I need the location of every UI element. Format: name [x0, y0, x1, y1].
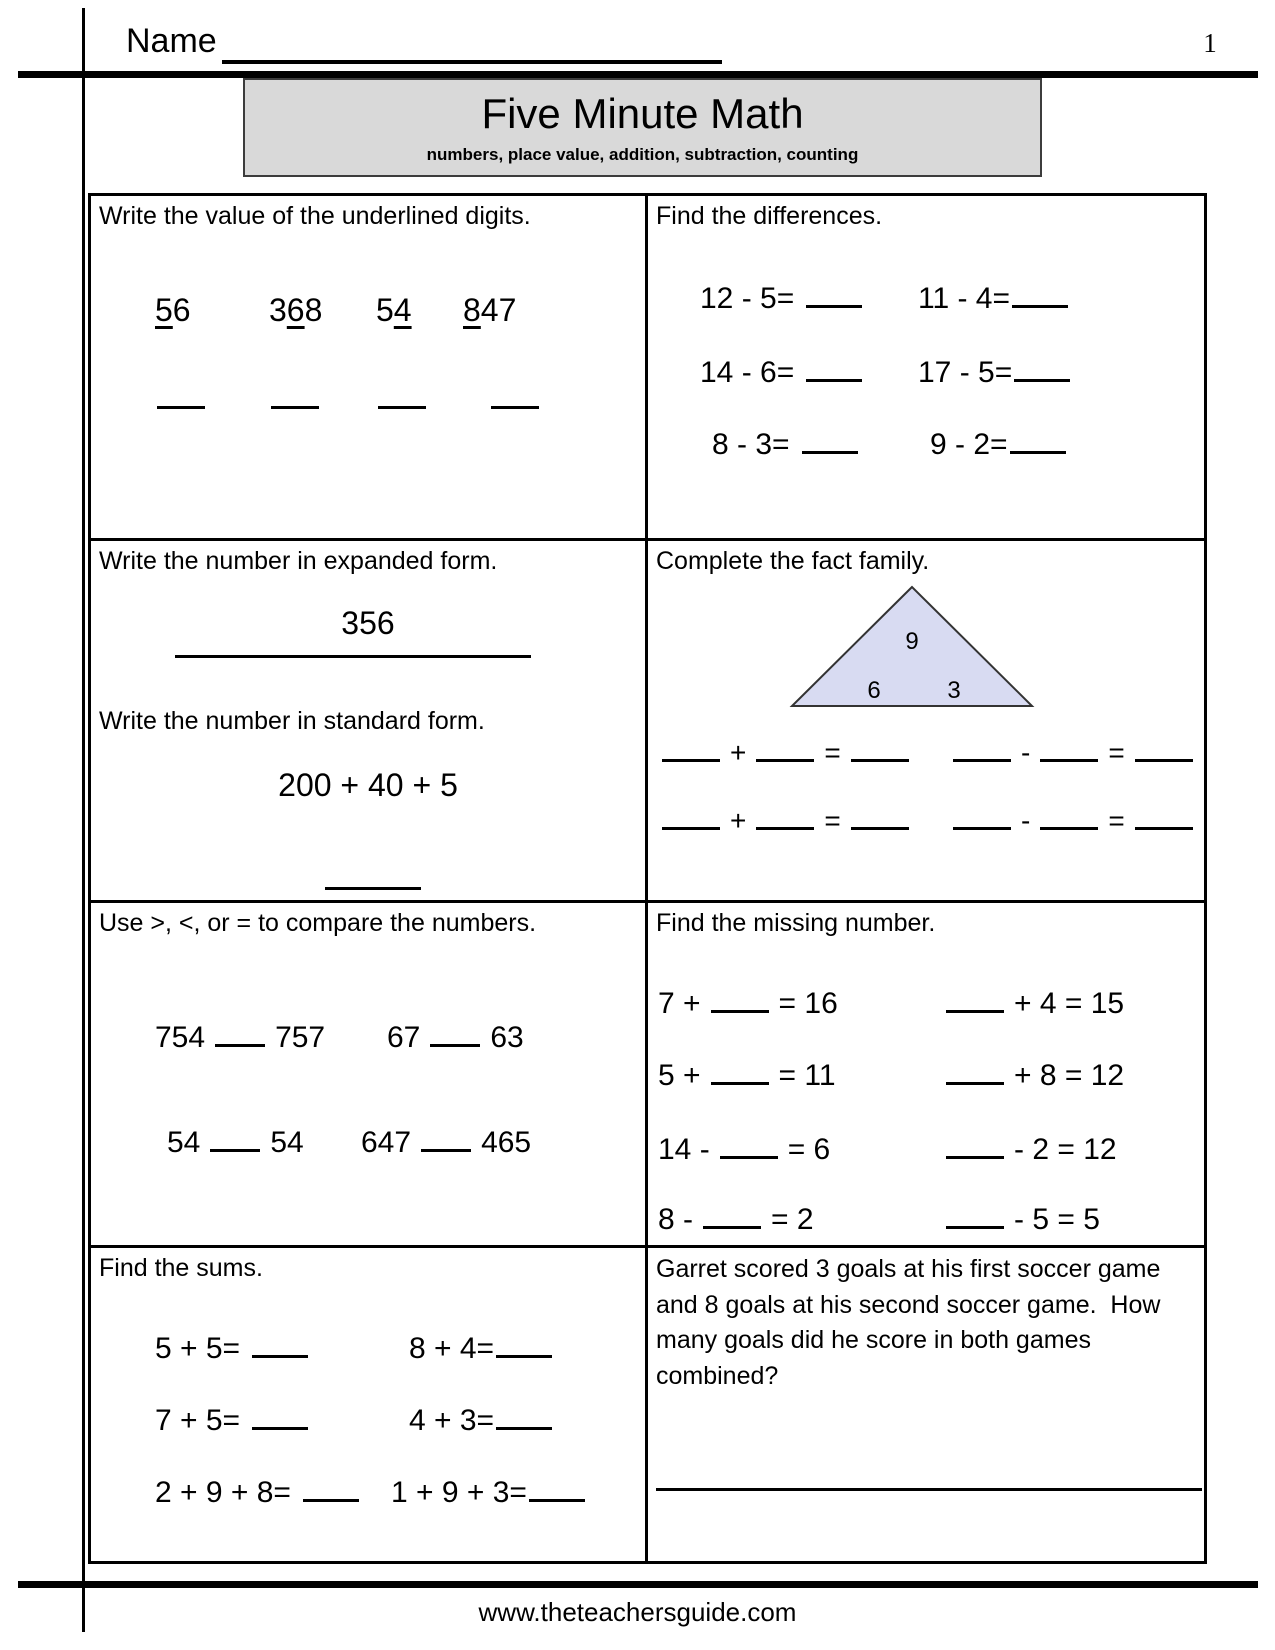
worksheet-subtitle: numbers, place value, addition, subtraction, counting: [426, 145, 859, 164]
triangle-left-number: 6: [867, 677, 881, 704]
page-number: 1: [1203, 28, 1217, 58]
answer-blank[interactable]: [215, 1040, 265, 1047]
number-56: 56: [155, 292, 191, 328]
number-356: 356: [341, 605, 395, 641]
section-compare: [91, 903, 648, 1248]
answer-blank[interactable]: [1040, 755, 1098, 762]
fact-equation-sub: - =: [953, 737, 1193, 769]
answer-blank[interactable]: [175, 655, 531, 658]
answer-blank[interactable]: [656, 1488, 1202, 1491]
answer-blank[interactable]: [210, 1145, 260, 1152]
problem: 5 + = 11: [658, 1059, 836, 1092]
section-differences: [648, 196, 1204, 541]
answer-blank[interactable]: [720, 1152, 778, 1159]
answer-blank[interactable]: [711, 1006, 769, 1013]
answer-blank[interactable]: [946, 1078, 1004, 1085]
answer-blank[interactable]: [325, 887, 421, 890]
title-box: [243, 78, 1042, 177]
answer-blank[interactable]: [1014, 375, 1070, 382]
problem: - 5 = 5: [946, 1203, 1100, 1237]
prompt-expanded: Write the number in expanded form.: [99, 547, 498, 575]
answer-blank[interactable]: [1135, 755, 1193, 762]
fact-triangle: [786, 581, 1038, 711]
answer-blank[interactable]: [662, 823, 720, 830]
compare-problem: 754 757: [155, 1021, 326, 1054]
name-field-line[interactable]: [222, 60, 722, 64]
problem: - 2 = 12: [946, 1133, 1117, 1167]
problem: 9 - 2=: [930, 428, 1066, 462]
problem: 7 + 5=: [155, 1404, 308, 1438]
section-expanded-form: [91, 541, 648, 903]
answer-blank[interactable]: [529, 1495, 585, 1502]
answer-blank[interactable]: [491, 406, 539, 409]
answer-blank[interactable]: [756, 755, 814, 762]
answer-blank[interactable]: [802, 447, 858, 454]
number-368: 368: [269, 292, 323, 328]
answer-blank[interactable]: [806, 375, 862, 382]
answer-blank[interactable]: [851, 823, 909, 830]
answer-blank[interactable]: [496, 1351, 552, 1358]
problem: 14 - = 6: [658, 1133, 831, 1166]
problem: + 4 = 15: [946, 987, 1124, 1021]
problem: 1 + 9 + 3=: [391, 1476, 585, 1510]
number-54: 54: [376, 292, 412, 328]
answer-blank[interactable]: [946, 1152, 1004, 1159]
problem: + 8 = 12: [946, 1059, 1124, 1093]
word-problem-text: Garret scored 3 goals at his first soccer game and 8 goals at his second soccer game. How many goals did he score in both games combined?: [656, 1255, 1168, 1390]
answer-blank[interactable]: [1010, 447, 1066, 454]
answer-blank[interactable]: [953, 755, 1011, 762]
answer-blank[interactable]: [496, 1423, 552, 1430]
problem: 8 + 4=: [409, 1332, 552, 1366]
problem: 8 - 3=: [712, 428, 858, 462]
answer-blank[interactable]: [806, 301, 862, 308]
left-margin-line: [82, 8, 85, 1632]
answer-blank[interactable]: [1012, 301, 1068, 308]
section-sums: [91, 1248, 648, 1561]
footer-url: www.theteachersguide.com: [478, 1597, 797, 1627]
answer-blank[interactable]: [756, 823, 814, 830]
problem: 4 + 3=: [409, 1404, 552, 1438]
answer-blank[interactable]: [953, 823, 1011, 830]
compare-problem: 67 63: [387, 1021, 524, 1054]
answer-blank[interactable]: [703, 1222, 761, 1229]
problem: 14 - 6=: [700, 356, 862, 390]
fact-equation-add: + =: [662, 737, 909, 769]
name-label: Name: [126, 22, 217, 60]
fact-equation-sub: - =: [953, 805, 1193, 837]
answer-blank[interactable]: [252, 1351, 308, 1358]
problem: 17 - 5=: [918, 356, 1070, 390]
answer-blank[interactable]: [421, 1145, 471, 1152]
answer-blank[interactable]: [851, 755, 909, 762]
answer-blank[interactable]: [378, 406, 426, 409]
problem: 12 - 5=: [700, 282, 862, 316]
footer-rule: [18, 1581, 1258, 1588]
answer-blank[interactable]: [1135, 823, 1193, 830]
problem: 7 + = 16: [658, 987, 838, 1020]
prompt: Use >, <, or = to compare the numbers.: [99, 909, 537, 937]
prompt-standard: Write the number in standard form.: [99, 707, 485, 735]
answer-blank[interactable]: [711, 1078, 769, 1085]
header-rule: [18, 71, 1258, 78]
problem: 11 - 4=: [918, 282, 1068, 316]
prompt: Find the missing number.: [656, 909, 936, 937]
answer-blank[interactable]: [946, 1006, 1004, 1013]
problem-grid: [88, 193, 1207, 1564]
answer-blank[interactable]: [430, 1040, 480, 1047]
prompt: Complete the fact family.: [656, 547, 930, 575]
number-847: 847: [463, 292, 517, 328]
prompt: Find the differences.: [656, 202, 883, 230]
triangle-right-number: 3: [947, 677, 961, 704]
answer-blank[interactable]: [946, 1222, 1004, 1229]
section-underlined-digits: [91, 196, 648, 541]
problem: 8 - = 2: [658, 1203, 814, 1236]
answer-blank[interactable]: [271, 406, 319, 409]
triangle-top-number: 9: [905, 628, 919, 655]
prompt: Write the value of the underlined digits.: [99, 202, 531, 230]
section-word-problem: [648, 1248, 1204, 1561]
fact-equation-add: + =: [662, 805, 909, 837]
answer-blank[interactable]: [303, 1495, 359, 1502]
compare-problem: 647 465: [361, 1126, 532, 1159]
answer-blank[interactable]: [1040, 823, 1098, 830]
problem: 2 + 9 + 8=: [155, 1476, 359, 1510]
section-fact-family: [648, 541, 1204, 903]
compare-problem: 54 54: [167, 1126, 304, 1159]
expanded-expression: 200 + 40 + 5: [278, 767, 458, 803]
section-missing-number: [648, 903, 1204, 1248]
problem: 5 + 5=: [155, 1332, 308, 1366]
prompt: Find the sums.: [99, 1254, 263, 1282]
answer-blank[interactable]: [662, 755, 720, 762]
answer-blank[interactable]: [252, 1423, 308, 1430]
worksheet-title: Five Minute Math: [481, 90, 804, 137]
answer-blank[interactable]: [157, 406, 205, 409]
